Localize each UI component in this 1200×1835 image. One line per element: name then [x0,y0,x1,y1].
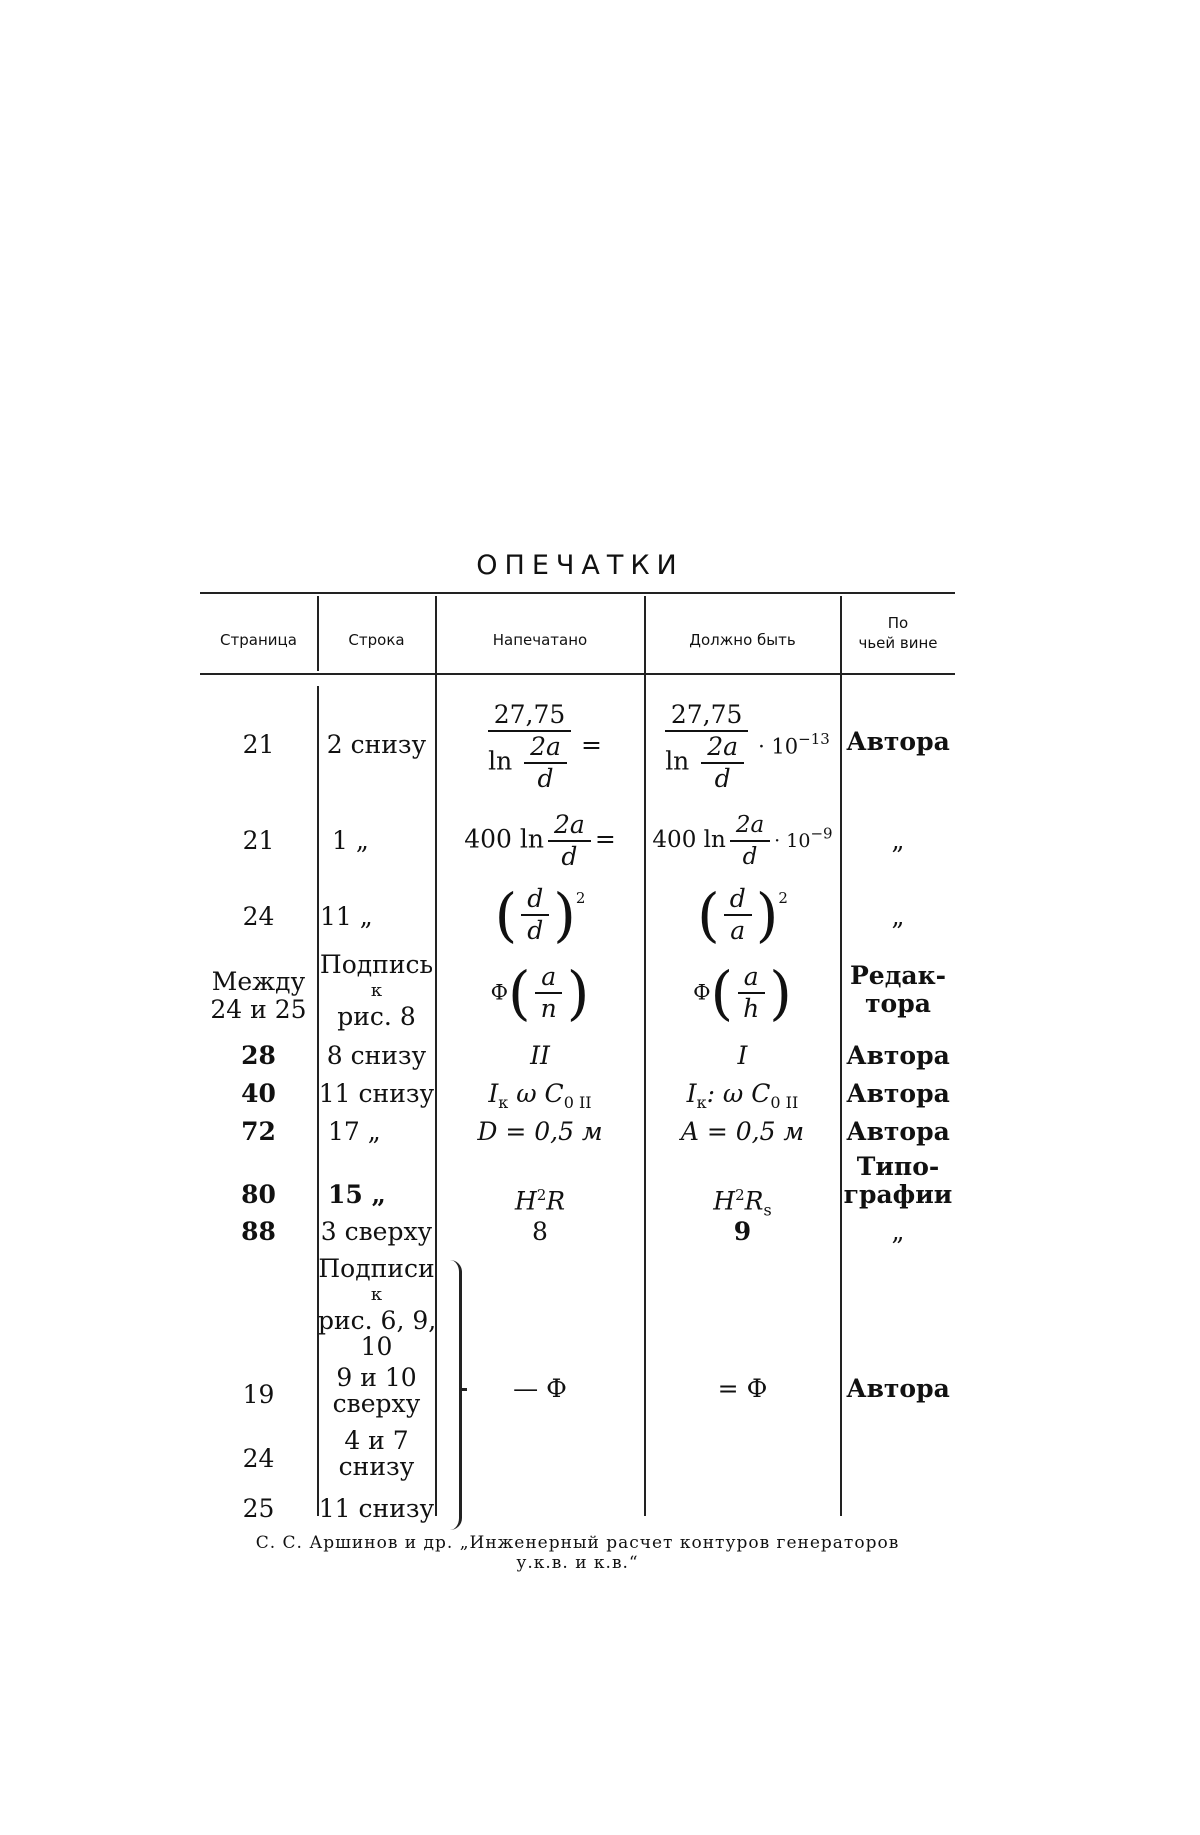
row-5-page: 28 [241,1041,276,1070]
row-group-brace [447,1260,462,1530]
line-text: снизу [338,1452,415,1481]
row-8-line: 15 „ [328,1180,386,1209]
formula-prefix: 400 ln [464,824,544,854]
row-8-printed [436,1181,644,1215]
denominator: d [537,764,554,793]
citation-line: С. С. Аршинов и др. „Инженерный расчет контуров генераторов [255,1533,900,1553]
row-1-should-be [645,700,840,794]
fraction [701,732,744,794]
right-paren: ) [755,881,779,949]
header-fault-line: По [887,614,909,632]
multiplier: · 10 [758,734,799,759]
row-9-fault: „ [891,1217,905,1246]
row-4-page [200,968,317,1024]
exponent: 2 [575,889,586,907]
numerator: 2a [548,810,591,842]
row-3-fault: „ [891,902,905,931]
row-3-printed [436,881,644,949]
numerator: a [738,962,765,994]
numerator: d [724,884,752,916]
numerator: 2a [524,732,567,764]
fraction [524,732,567,794]
denominator: d [561,842,578,871]
row-11-line [318,1365,435,1417]
row-13-line: 11 снизу [318,1494,435,1523]
row-9-should-be: 9 [733,1217,752,1246]
fraction [548,810,591,872]
exponent: −13 [798,730,830,749]
phi-symbol: Ф [490,980,509,1005]
row-4-line [318,952,435,1030]
fraction [730,810,770,872]
row-11-printed: — Ф [513,1374,567,1403]
row-7-should-be: A = 0,5 м [680,1117,805,1146]
right-paren: ) [553,881,576,949]
superscript: 2 [735,1186,745,1204]
row-2-page: 21 [242,826,275,855]
row-8-fault [841,1153,955,1209]
denominator: n [540,994,557,1023]
fault-line: графии [843,1180,953,1209]
row-13-page: 25 [242,1494,275,1523]
row-5-printed: II [530,1041,550,1070]
header-page: Страница [220,631,297,649]
subscript: s [763,1200,772,1220]
row-7-line: 17 „ [328,1117,381,1146]
row-6-line: 11 снизу [318,1079,435,1108]
line-text: Подпись [319,950,434,979]
header-should-be: Должно быть [689,631,796,649]
row-1-line: 2 снизу [326,730,427,759]
row-12-line [318,1428,435,1480]
row-4-printed [436,959,644,1027]
table-top-rule [200,592,955,594]
left-paren: ( [508,959,531,1027]
row-group-brace-tip [459,1388,467,1391]
row-5-should-be: I [737,1041,748,1070]
row-2-printed [436,810,644,872]
formula-part: H [713,1186,736,1216]
row-1-printed [436,700,644,794]
fraction [482,700,577,794]
left-paren: ( [494,881,518,949]
equals-sign: = [580,730,602,760]
row-7-page: 72 [241,1117,276,1146]
numerator: 27,75 [665,700,749,732]
fault-line: Типо- [856,1152,940,1181]
row-9-printed: 8 [532,1217,548,1246]
denominator [482,732,577,794]
page-title: ОПЕЧАТКИ [476,550,684,581]
left-paren: ( [710,959,734,1027]
row-4-should-be [645,959,840,1027]
row-9-page: 88 [241,1217,276,1246]
row-3-should-be [645,881,840,949]
fault-line: Редак- [850,961,946,990]
subscript: 0 II [770,1093,799,1112]
line-text: 10 [360,1332,393,1361]
row-2-line: 1 „ [332,826,369,855]
row-7-fault: Автора [846,1117,950,1146]
row-5-line: 8 снизу [326,1041,427,1070]
formula-part: H [514,1186,537,1216]
right-paren: ) [566,959,590,1027]
fraction [659,700,754,794]
multiplier: · 10 [774,830,811,852]
exponent: 2 [778,889,788,907]
line-text: к [370,1284,383,1305]
subscript: к [498,1093,509,1112]
denominator: d [714,764,731,793]
denominator: a [730,916,746,945]
numerator: 2a [701,732,744,764]
header-line: Строка [348,631,405,649]
formula-part: I [686,1079,697,1108]
formula-part: I [488,1079,499,1108]
header-printed: Напечатано [492,631,588,649]
numerator: a [535,962,562,994]
subscript: 0 II [563,1093,592,1112]
denominator [659,732,754,794]
row-6-fault: Автора [846,1079,950,1108]
line-text: рис. 8 [337,1002,416,1031]
fraction [724,884,752,946]
row-3-line: 11 „ [320,902,373,931]
right-paren: ) [769,959,792,1027]
row-6-should-be [645,1080,840,1117]
row-9-line: 3 сверху [320,1217,433,1246]
row-1-page: 21 [242,730,275,759]
fraction [535,962,563,1024]
line-text: Подписи [318,1254,435,1283]
fraction [521,884,549,946]
row-4-fault [841,962,955,1018]
ln-text: ln [665,746,690,776]
row-5-fault: Автора [846,1041,950,1070]
line-text: сверху [332,1389,421,1418]
header-fault [841,613,955,653]
page-line: 24 и 25 [210,995,307,1024]
denominator: d [527,916,544,945]
subscript: к [696,1093,707,1112]
formula-part: : ω C [706,1079,771,1108]
line-text: к [370,980,383,1001]
row-3-page: 24 [242,902,275,931]
row-1-fault: Автора [846,727,950,756]
row-8-page: 80 [241,1180,276,1209]
formula-part: R [546,1186,566,1216]
row-11-should-be: = Ф [717,1374,768,1403]
equals-sign: = [594,824,616,854]
row-7-printed: D = 0,5 м [477,1117,603,1146]
exponent: −9 [810,824,833,843]
row-10-line [318,1256,435,1360]
left-paren: ( [697,881,720,949]
row-11-page: 19 [242,1380,275,1409]
source-citation [200,1533,955,1573]
row-12-page: 24 [242,1444,275,1473]
phi-symbol: Ф [693,980,711,1005]
fault-line: тора [865,989,931,1018]
line-text: рис. 6, 9, [318,1306,437,1335]
numerator: 2a [730,810,770,842]
denominator: d [742,844,758,870]
line-text: 4 и 7 [344,1426,409,1455]
formula-prefix: 400 ln [652,827,726,853]
row-2-should-be [645,810,840,872]
formula-part: ω C [508,1079,564,1108]
citation-line: у.к.в. и к.в.“ [516,1553,639,1573]
numerator: d [521,884,549,916]
row-6-printed [436,1080,644,1117]
fraction [737,962,765,1024]
page-line: Между [211,967,306,996]
header-fault-line: чьей вине [858,634,938,652]
numerator: 27,75 [488,700,572,732]
row-6-page: 40 [241,1079,276,1108]
formula-part: R [744,1186,764,1216]
ln-text: ln [488,746,513,776]
row-2-fault: „ [891,826,905,855]
line-text: 9 и 10 [336,1363,417,1392]
superscript: 2 [536,1186,547,1204]
denominator: h [743,994,760,1023]
row-11-fault: Автора [846,1374,950,1403]
